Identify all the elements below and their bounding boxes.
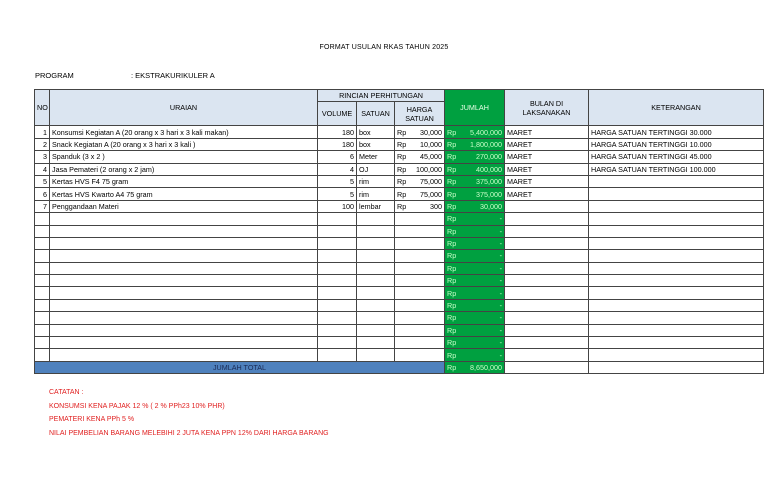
- cell-keterangan[interactable]: HARGA SATUAN TERTINGGI 10.000: [589, 138, 764, 150]
- cell-jumlah[interactable]: -: [458, 324, 505, 336]
- cell-jumlah[interactable]: 375,000: [458, 188, 505, 200]
- notes: [49, 386, 329, 440]
- cell-rp-label[interactable]: Rp: [445, 151, 458, 163]
- cell-volume[interactable]: 100: [318, 200, 357, 212]
- cell-satuan[interactable]: [357, 237, 395, 249]
- cell-satuan[interactable]: [357, 299, 395, 311]
- col-header-volume: VOLUME: [318, 102, 357, 126]
- cell-rp-label[interactable]: [395, 312, 410, 324]
- table-row: [35, 126, 764, 138]
- cell-uraian[interactable]: [50, 225, 318, 237]
- cell-harga[interactable]: [410, 213, 445, 225]
- cell-rp-label[interactable]: Rp: [445, 312, 458, 324]
- cell-bulan[interactable]: MARET: [505, 151, 589, 163]
- cell-satuan[interactable]: rim: [357, 188, 395, 200]
- cell-uraian[interactable]: [50, 287, 318, 299]
- cell-no[interactable]: 6: [35, 188, 50, 200]
- cell-harga[interactable]: [410, 225, 445, 237]
- table-row: [35, 299, 764, 311]
- cell-bulan[interactable]: [505, 200, 589, 212]
- table-row: [35, 287, 764, 299]
- cell-jumlah[interactable]: -: [458, 262, 505, 274]
- cell-no[interactable]: [35, 312, 50, 324]
- rkas-table: [34, 89, 764, 374]
- cell-uraian[interactable]: Penggandaan Materi: [50, 200, 318, 212]
- cell-jumlah[interactable]: -: [458, 299, 505, 311]
- cell-bulan[interactable]: [505, 312, 589, 324]
- cell-keterangan[interactable]: [589, 262, 764, 274]
- cell-bulan[interactable]: MARET: [505, 138, 589, 150]
- cell-rp-label[interactable]: Rp: [445, 262, 458, 274]
- cell-uraian[interactable]: [50, 275, 318, 287]
- cell-rp-label[interactable]: [395, 275, 410, 287]
- cell-jumlah[interactable]: -: [458, 287, 505, 299]
- cell-jumlah[interactable]: 270,000: [458, 151, 505, 163]
- cell-rp-label[interactable]: Rp: [445, 287, 458, 299]
- cell-jumlah[interactable]: -: [458, 337, 505, 349]
- cell-keterangan[interactable]: [589, 200, 764, 212]
- cell-rp-label[interactable]: Rp: [395, 175, 410, 187]
- cell-satuan[interactable]: [357, 275, 395, 287]
- col-header-uraian: URAIAN: [50, 90, 318, 126]
- cell-satuan[interactable]: rim: [357, 175, 395, 187]
- cell-volume[interactable]: [318, 349, 357, 361]
- table-row: [35, 200, 764, 212]
- table-row: [35, 213, 764, 225]
- cell-rp-label[interactable]: [395, 225, 410, 237]
- cell-harga[interactable]: [410, 287, 445, 299]
- cell-no[interactable]: [35, 237, 50, 249]
- cell-uraian[interactable]: Spanduk (3 x 2 ): [50, 151, 318, 163]
- col-header-harga: HARGA SATUAN: [395, 102, 445, 126]
- cell-no[interactable]: 3: [35, 151, 50, 163]
- cell-uraian[interactable]: Konsumsi Kegiatan A (20 orang x 3 hari x 3 kali makan): [50, 126, 318, 138]
- cell-no[interactable]: 4: [35, 163, 50, 175]
- cell-rp-label[interactable]: Rp: [395, 126, 410, 138]
- cell-keterangan[interactable]: HARGA SATUAN TERTINGGI 100.000: [589, 163, 764, 175]
- cell-rp-label[interactable]: Rp: [445, 175, 458, 187]
- cell-satuan[interactable]: [357, 250, 395, 262]
- cell-volume[interactable]: [318, 275, 357, 287]
- cell-no[interactable]: [35, 337, 50, 349]
- cell-volume[interactable]: [318, 237, 357, 249]
- document-title: FORMAT USULAN RKAS TAHUN 2025: [319, 44, 449, 51]
- cell-harga[interactable]: 100,000: [410, 163, 445, 175]
- cell-harga[interactable]: 30,000: [410, 126, 445, 138]
- note-konsumsi: KONSUMSI KENA PAJAK 12 % ( 2 % PPh23 10% PHR): [49, 402, 225, 410]
- table-row: [35, 225, 764, 237]
- cell-rp-label[interactable]: Rp: [445, 275, 458, 287]
- cell-rp-label[interactable]: Rp: [395, 151, 410, 163]
- cell-harga[interactable]: 75,000: [410, 175, 445, 187]
- cell-jumlah[interactable]: -: [458, 275, 505, 287]
- table-row: [35, 312, 764, 324]
- cell-jumlah[interactable]: 5,400,000: [458, 126, 505, 138]
- cell-satuan[interactable]: [357, 287, 395, 299]
- table-row: [35, 151, 764, 163]
- cell-keterangan: [589, 361, 764, 373]
- cell-satuan[interactable]: [357, 213, 395, 225]
- cell-satuan[interactable]: [357, 262, 395, 274]
- cell-jumlah[interactable]: 375,000: [458, 175, 505, 187]
- cell-no[interactable]: [35, 262, 50, 274]
- cell-satuan[interactable]: box: [357, 126, 395, 138]
- cell-rp-label[interactable]: Rp: [445, 299, 458, 311]
- cell-harga[interactable]: [410, 299, 445, 311]
- cell-no[interactable]: [35, 250, 50, 262]
- cell-keterangan[interactable]: [589, 275, 764, 287]
- cell-satuan[interactable]: [357, 337, 395, 349]
- cell-satuan[interactable]: lembar: [357, 200, 395, 212]
- cell-keterangan[interactable]: [589, 349, 764, 361]
- col-header-rincian: RINCIAN PERHITUNGAN: [318, 90, 445, 102]
- cell-uraian[interactable]: [50, 262, 318, 274]
- col-header-no: NO: [35, 90, 50, 126]
- cell-jumlah[interactable]: 30,000: [458, 200, 505, 212]
- cell-keterangan[interactable]: [589, 324, 764, 336]
- cell-keterangan[interactable]: [589, 337, 764, 349]
- cell-rp-label[interactable]: Rp: [445, 200, 458, 212]
- cell-harga[interactable]: 75,000: [410, 188, 445, 200]
- cell-uraian[interactable]: [50, 213, 318, 225]
- cell-uraian[interactable]: [50, 324, 318, 336]
- cell-jumlah[interactable]: -: [458, 225, 505, 237]
- cell-volume[interactable]: [318, 262, 357, 274]
- table-row: [35, 349, 764, 361]
- cell-rp-label[interactable]: [395, 262, 410, 274]
- cell-rp-label[interactable]: [395, 337, 410, 349]
- cell-rp-label[interactable]: Rp: [395, 200, 410, 212]
- note-pemateri: PEMATERI KENA PPh 5 %: [49, 416, 135, 423]
- cell-bulan[interactable]: MARET: [505, 188, 589, 200]
- table-row: [35, 324, 764, 336]
- cell-rp-label[interactable]: Rp: [445, 225, 458, 237]
- cell-uraian[interactable]: Kertas HVS Kwarto A4 75 gram: [50, 188, 318, 200]
- cell-harga[interactable]: [410, 237, 445, 249]
- cell-rp-label[interactable]: Rp: [445, 163, 458, 175]
- cell-harga[interactable]: 10,000: [410, 138, 445, 150]
- col-header-jumlah: JUMLAH: [445, 90, 505, 126]
- cell-keterangan[interactable]: [589, 213, 764, 225]
- cell-keterangan[interactable]: [589, 312, 764, 324]
- note-ppn: NILAI PEMBELIAN BARANG MELEBIHI 2 JUTA KENA PPN 12% DARI HARGA BARANG: [49, 429, 329, 437]
- cell-no[interactable]: [35, 275, 50, 287]
- cell-bulan[interactable]: [505, 337, 589, 349]
- cell-jumlah[interactable]: 400,000: [458, 163, 505, 175]
- cell-bulan[interactable]: [505, 213, 589, 225]
- cell-satuan[interactable]: [357, 324, 395, 336]
- cell-satuan[interactable]: [357, 349, 395, 361]
- cell-volume[interactable]: [318, 312, 357, 324]
- cell-rp-label[interactable]: [395, 299, 410, 311]
- table-row: [35, 188, 764, 200]
- cell-satuan[interactable]: OJ: [357, 163, 395, 175]
- cell-no[interactable]: [35, 287, 50, 299]
- cell-rp-label[interactable]: Rp: [445, 349, 458, 361]
- cell-uraian[interactable]: [50, 349, 318, 361]
- cell-bulan[interactable]: MARET: [505, 163, 589, 175]
- cell-keterangan[interactable]: [589, 225, 764, 237]
- cell-satuan[interactable]: [357, 312, 395, 324]
- cell-rp-label[interactable]: [395, 324, 410, 336]
- cell-jumlah[interactable]: -: [458, 213, 505, 225]
- cell-no[interactable]: [35, 225, 50, 237]
- cell-volume[interactable]: 5: [318, 175, 357, 187]
- cell-rp-label[interactable]: Rp: [395, 188, 410, 200]
- cell-volume[interactable]: [318, 225, 357, 237]
- cell-keterangan[interactable]: HARGA SATUAN TERTINGGI 30.000: [589, 126, 764, 138]
- cell-volume[interactable]: 4: [318, 163, 357, 175]
- cell-harga[interactable]: [410, 324, 445, 336]
- cell-rp-label[interactable]: [395, 237, 410, 249]
- table-row: [35, 250, 764, 262]
- cell-no[interactable]: 2: [35, 138, 50, 150]
- cell-bulan[interactable]: [505, 349, 589, 361]
- cell-rp-label[interactable]: Rp: [445, 324, 458, 336]
- cell-rp-label[interactable]: Rp: [395, 138, 410, 150]
- total-value: 8,650,000: [458, 361, 505, 373]
- cell-keterangan[interactable]: [589, 287, 764, 299]
- cell-volume[interactable]: [318, 337, 357, 349]
- cell-volume[interactable]: 180: [318, 126, 357, 138]
- cell-uraian[interactable]: [50, 312, 318, 324]
- cell-no[interactable]: [35, 213, 50, 225]
- cell-uraian[interactable]: [50, 250, 318, 262]
- table-body: [35, 126, 764, 374]
- cell-uraian[interactable]: [50, 237, 318, 249]
- cell-bulan[interactable]: [505, 250, 589, 262]
- cell-bulan[interactable]: [505, 324, 589, 336]
- cell-uraian[interactable]: Kertas HVS F4 75 gram: [50, 175, 318, 187]
- cell-rp-label[interactable]: Rp: [445, 213, 458, 225]
- total-row: [35, 361, 764, 373]
- cell-volume[interactable]: [318, 213, 357, 225]
- cell-rp-label[interactable]: Rp: [445, 237, 458, 249]
- cell-jumlah[interactable]: -: [458, 312, 505, 324]
- cell-volume[interactable]: [318, 299, 357, 311]
- cell-no[interactable]: [35, 349, 50, 361]
- total-label: JUMLAH TOTAL: [35, 361, 445, 373]
- cell-rp-label[interactable]: Rp: [445, 126, 458, 138]
- cell-no[interactable]: 7: [35, 200, 50, 212]
- cell-volume[interactable]: 180: [318, 138, 357, 150]
- cell-satuan[interactable]: box: [357, 138, 395, 150]
- cell-harga[interactable]: [410, 262, 445, 274]
- program-value: : EKSTRAKURIKULER A: [131, 71, 215, 80]
- cell-bulan[interactable]: [505, 262, 589, 274]
- cell-satuan[interactable]: [357, 225, 395, 237]
- cell-rp-label[interactable]: Rp: [445, 138, 458, 150]
- cell-bulan: [505, 361, 589, 373]
- cell-uraian[interactable]: Jasa Pemateri (2 orang x 2 jam): [50, 163, 318, 175]
- cell-no[interactable]: 1: [35, 126, 50, 138]
- program-label: PROGRAM: [35, 71, 74, 80]
- cell-no[interactable]: [35, 299, 50, 311]
- col-header-satuan: SATUAN: [357, 102, 395, 126]
- cell-bulan[interactable]: [505, 287, 589, 299]
- cell-harga[interactable]: [410, 349, 445, 361]
- cell-rp-label[interactable]: [395, 213, 410, 225]
- cell-no[interactable]: 5: [35, 175, 50, 187]
- table-row: [35, 262, 764, 274]
- table-row: [35, 175, 764, 187]
- cell-bulan[interactable]: MARET: [505, 126, 589, 138]
- cell-rp-label[interactable]: Rp: [445, 337, 458, 349]
- cell-no[interactable]: [35, 324, 50, 336]
- cell-volume[interactable]: [318, 287, 357, 299]
- cell-keterangan[interactable]: [589, 250, 764, 262]
- cell-bulan[interactable]: [505, 237, 589, 249]
- cell-keterangan[interactable]: [589, 175, 764, 187]
- col-header-keterangan: KETERANGAN: [589, 90, 764, 126]
- cell-keterangan[interactable]: [589, 188, 764, 200]
- cell-rp-label[interactable]: [395, 287, 410, 299]
- cell-harga[interactable]: 45,000: [410, 151, 445, 163]
- cell-rp-label[interactable]: Rp: [445, 188, 458, 200]
- cell-harga[interactable]: [410, 337, 445, 349]
- cell-satuan[interactable]: Meter: [357, 151, 395, 163]
- cell-jumlah[interactable]: 1,800,000: [458, 138, 505, 150]
- cell-rp-label[interactable]: Rp: [445, 250, 458, 262]
- cell-volume[interactable]: [318, 324, 357, 336]
- cell-harga[interactable]: [410, 275, 445, 287]
- cell-keterangan[interactable]: [589, 299, 764, 311]
- cell-volume[interactable]: [318, 250, 357, 262]
- cell-keterangan[interactable]: [589, 237, 764, 249]
- cell-jumlah[interactable]: -: [458, 349, 505, 361]
- cell-harga[interactable]: 300: [410, 200, 445, 212]
- cell-uraian[interactable]: [50, 337, 318, 349]
- cell-rp-label[interactable]: Rp: [395, 163, 410, 175]
- cell-jumlah[interactable]: -: [458, 250, 505, 262]
- cell-rp-label[interactable]: [395, 250, 410, 262]
- cell-keterangan[interactable]: HARGA SATUAN TERTINGGI 45.000: [589, 151, 764, 163]
- table-row: [35, 275, 764, 287]
- total-rp: Rp: [445, 361, 458, 373]
- table-row: [35, 163, 764, 175]
- cell-volume[interactable]: 6: [318, 151, 357, 163]
- table-row: [35, 138, 764, 150]
- cell-bulan[interactable]: [505, 225, 589, 237]
- cell-jumlah[interactable]: -: [458, 237, 505, 249]
- cell-rp-label[interactable]: [395, 349, 410, 361]
- table-row: [35, 337, 764, 349]
- col-header-bulan: BULAN DI LAKSANAKAN: [505, 90, 589, 126]
- cell-harga[interactable]: [410, 250, 445, 262]
- cell-bulan[interactable]: [505, 275, 589, 287]
- cell-uraian[interactable]: Snack Kegiatan A (20 orang x 3 hari x 3 kali ): [50, 138, 318, 150]
- note-title: CATATAN :: [49, 389, 84, 396]
- cell-volume[interactable]: 5: [318, 188, 357, 200]
- cell-bulan[interactable]: MARET: [505, 175, 589, 187]
- cell-bulan[interactable]: [505, 299, 589, 311]
- cell-harga[interactable]: [410, 312, 445, 324]
- cell-uraian[interactable]: [50, 299, 318, 311]
- table-row: [35, 237, 764, 249]
